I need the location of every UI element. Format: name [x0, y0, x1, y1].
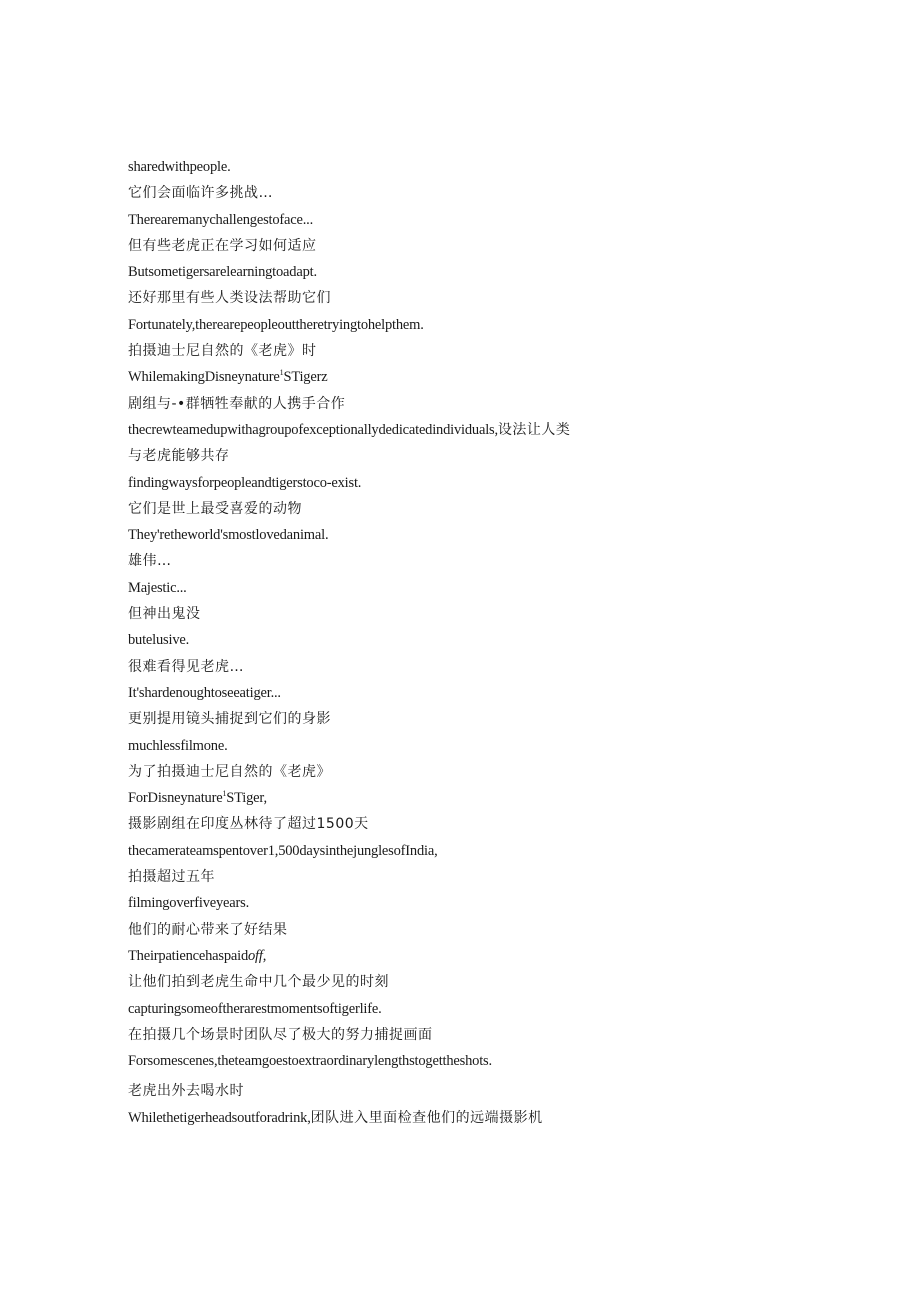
chinese-subtitle-line — [128, 917, 688, 943]
line-text: They'retheworld'smostlovedanimal. — [128, 527, 329, 544]
chinese-subtitle-line — [128, 601, 688, 627]
line-text: Fortunately,therearepeopleouttheretryingtohelpthem. — [128, 316, 424, 333]
chinese-subtitle-line — [128, 706, 688, 732]
line-text: 让他们拍到老虎生命中几个最少见的时刻 — [128, 974, 389, 991]
english-subtitle-line — [128, 1048, 688, 1074]
superscript-mark: 1 — [279, 368, 284, 378]
line-text: Forsomescenes,theteamgoestoextraordinarylengthstogettheshots. — [128, 1053, 492, 1070]
english-subtitle-line — [128, 364, 688, 390]
line-text: findingwaysforpeopleandtigerstoco-exist. — [128, 474, 362, 491]
chinese-subtitle-line — [128, 285, 688, 311]
line-text: capturingsomeoftherarestmomentsoftigerlife. — [128, 1000, 382, 1017]
english-subtitle-line — [128, 627, 688, 653]
chinese-subtitle-line — [128, 338, 688, 364]
line-text: thecamerateamspentover1,500daysinthejunglesofIndia, — [128, 842, 438, 859]
line-text: Whilethetigerheadsoutforadrink, — [128, 1109, 311, 1126]
chinese-subtitle-line — [128, 496, 688, 522]
line-text: 拍摄迪士尼自然的《老虎》时 — [128, 343, 317, 360]
chinese-subtitle-line — [128, 759, 688, 785]
line-text: 它们是世上最受喜爱的动物 — [128, 500, 302, 517]
line-text: ForDisneynature — [128, 790, 223, 807]
line-text: 雄伟… — [128, 553, 172, 570]
line-text: muchlessfilmone. — [128, 737, 228, 754]
italic-suffix: off, — [248, 947, 267, 964]
line-text: 但有些老虎正在学习如何适应 — [128, 237, 317, 254]
english-subtitle-line — [128, 996, 688, 1022]
chinese-subtitle-line — [128, 864, 688, 890]
english-subtitle-line — [128, 785, 688, 811]
subtitle-transcript — [128, 154, 688, 1131]
english-subtitle-line — [128, 312, 688, 338]
chinese-subtitle-line — [128, 391, 688, 417]
chinese-subtitle-line — [128, 1078, 688, 1104]
superscript-mark: 1 — [222, 789, 227, 799]
chinese-subtitle-line — [128, 180, 688, 206]
line-text: Butsometigersarelearningtoadapt. — [128, 264, 317, 281]
line-suffix: STiger, — [226, 790, 267, 807]
line-text: Majestic... — [128, 579, 187, 596]
line-text: thecrewteamedupwithagroupofexceptionallydedicatedindividuals, — [128, 421, 498, 438]
line-text: 他们的耐心带来了好结果 — [128, 921, 288, 938]
line-text: 摄影剧组在印度丛林待了超过1500天 — [128, 816, 369, 833]
english-subtitle-line — [128, 838, 688, 864]
line-text: WhilemakingDisneynature — [128, 369, 280, 386]
line-text: butelusive. — [128, 632, 190, 649]
english-subtitle-line — [128, 470, 688, 496]
line-text: 老虎出外去喝水时 — [128, 1083, 244, 1100]
english-subtitle-line — [128, 680, 688, 706]
line-text: 在拍摄几个场景时团队尽了极大的努力捕捉画面 — [128, 1026, 433, 1043]
line-text: 但神出鬼没 — [128, 606, 201, 623]
chinese-subtitle-line — [128, 654, 688, 680]
english-subtitle-line — [128, 575, 688, 601]
english-subtitle-line — [128, 943, 688, 969]
line-text: 为了拍摄迪士尼自然的《老虎》 — [128, 763, 331, 780]
english-subtitle-line — [128, 522, 688, 548]
line-text: sharedwithpeople. — [128, 159, 231, 175]
chinese-subtitle-line — [128, 811, 688, 837]
chinese-suffix: 设法让人类 — [497, 421, 571, 438]
english-subtitle-line — [128, 154, 688, 180]
chinese-subtitle-line — [128, 1022, 688, 1048]
chinese-subtitle-line — [128, 969, 688, 995]
english-subtitle-line — [128, 417, 688, 443]
line-text: Theirpatiencehaspaid — [128, 947, 248, 964]
line-suffix: STigerz — [283, 369, 328, 386]
chinese-suffix: 团队进入里面检查他们的远端摄影机 — [310, 1109, 543, 1126]
line-text: Therearemanychallengestoface... — [128, 211, 314, 228]
english-subtitle-line — [128, 733, 688, 759]
line-text: filmingoverfiveyears. — [128, 895, 250, 912]
line-text: 剧组与-•群牺牲奉献的人携手合作 — [128, 395, 346, 412]
line-text: 它们会面临许多挑战… — [128, 185, 273, 202]
chinese-subtitle-line — [128, 233, 688, 259]
chinese-subtitle-line — [128, 548, 688, 574]
line-text: It'shardenoughtoseeatiger... — [128, 684, 281, 701]
chinese-subtitle-line — [128, 443, 688, 469]
line-text: 还好那里有些人类设法帮助它们 — [128, 290, 331, 307]
line-text: 与老虎能够共存 — [128, 448, 230, 465]
english-subtitle-line — [128, 207, 688, 233]
line-text: 更别提用镜头捕捉到它们的身影 — [128, 711, 331, 728]
english-subtitle-line — [128, 259, 688, 285]
english-subtitle-line — [128, 1105, 688, 1131]
line-text: 很难看得见老虎… — [128, 658, 244, 675]
english-subtitle-line — [128, 890, 688, 916]
line-text: 拍摄超过五年 — [128, 869, 215, 886]
